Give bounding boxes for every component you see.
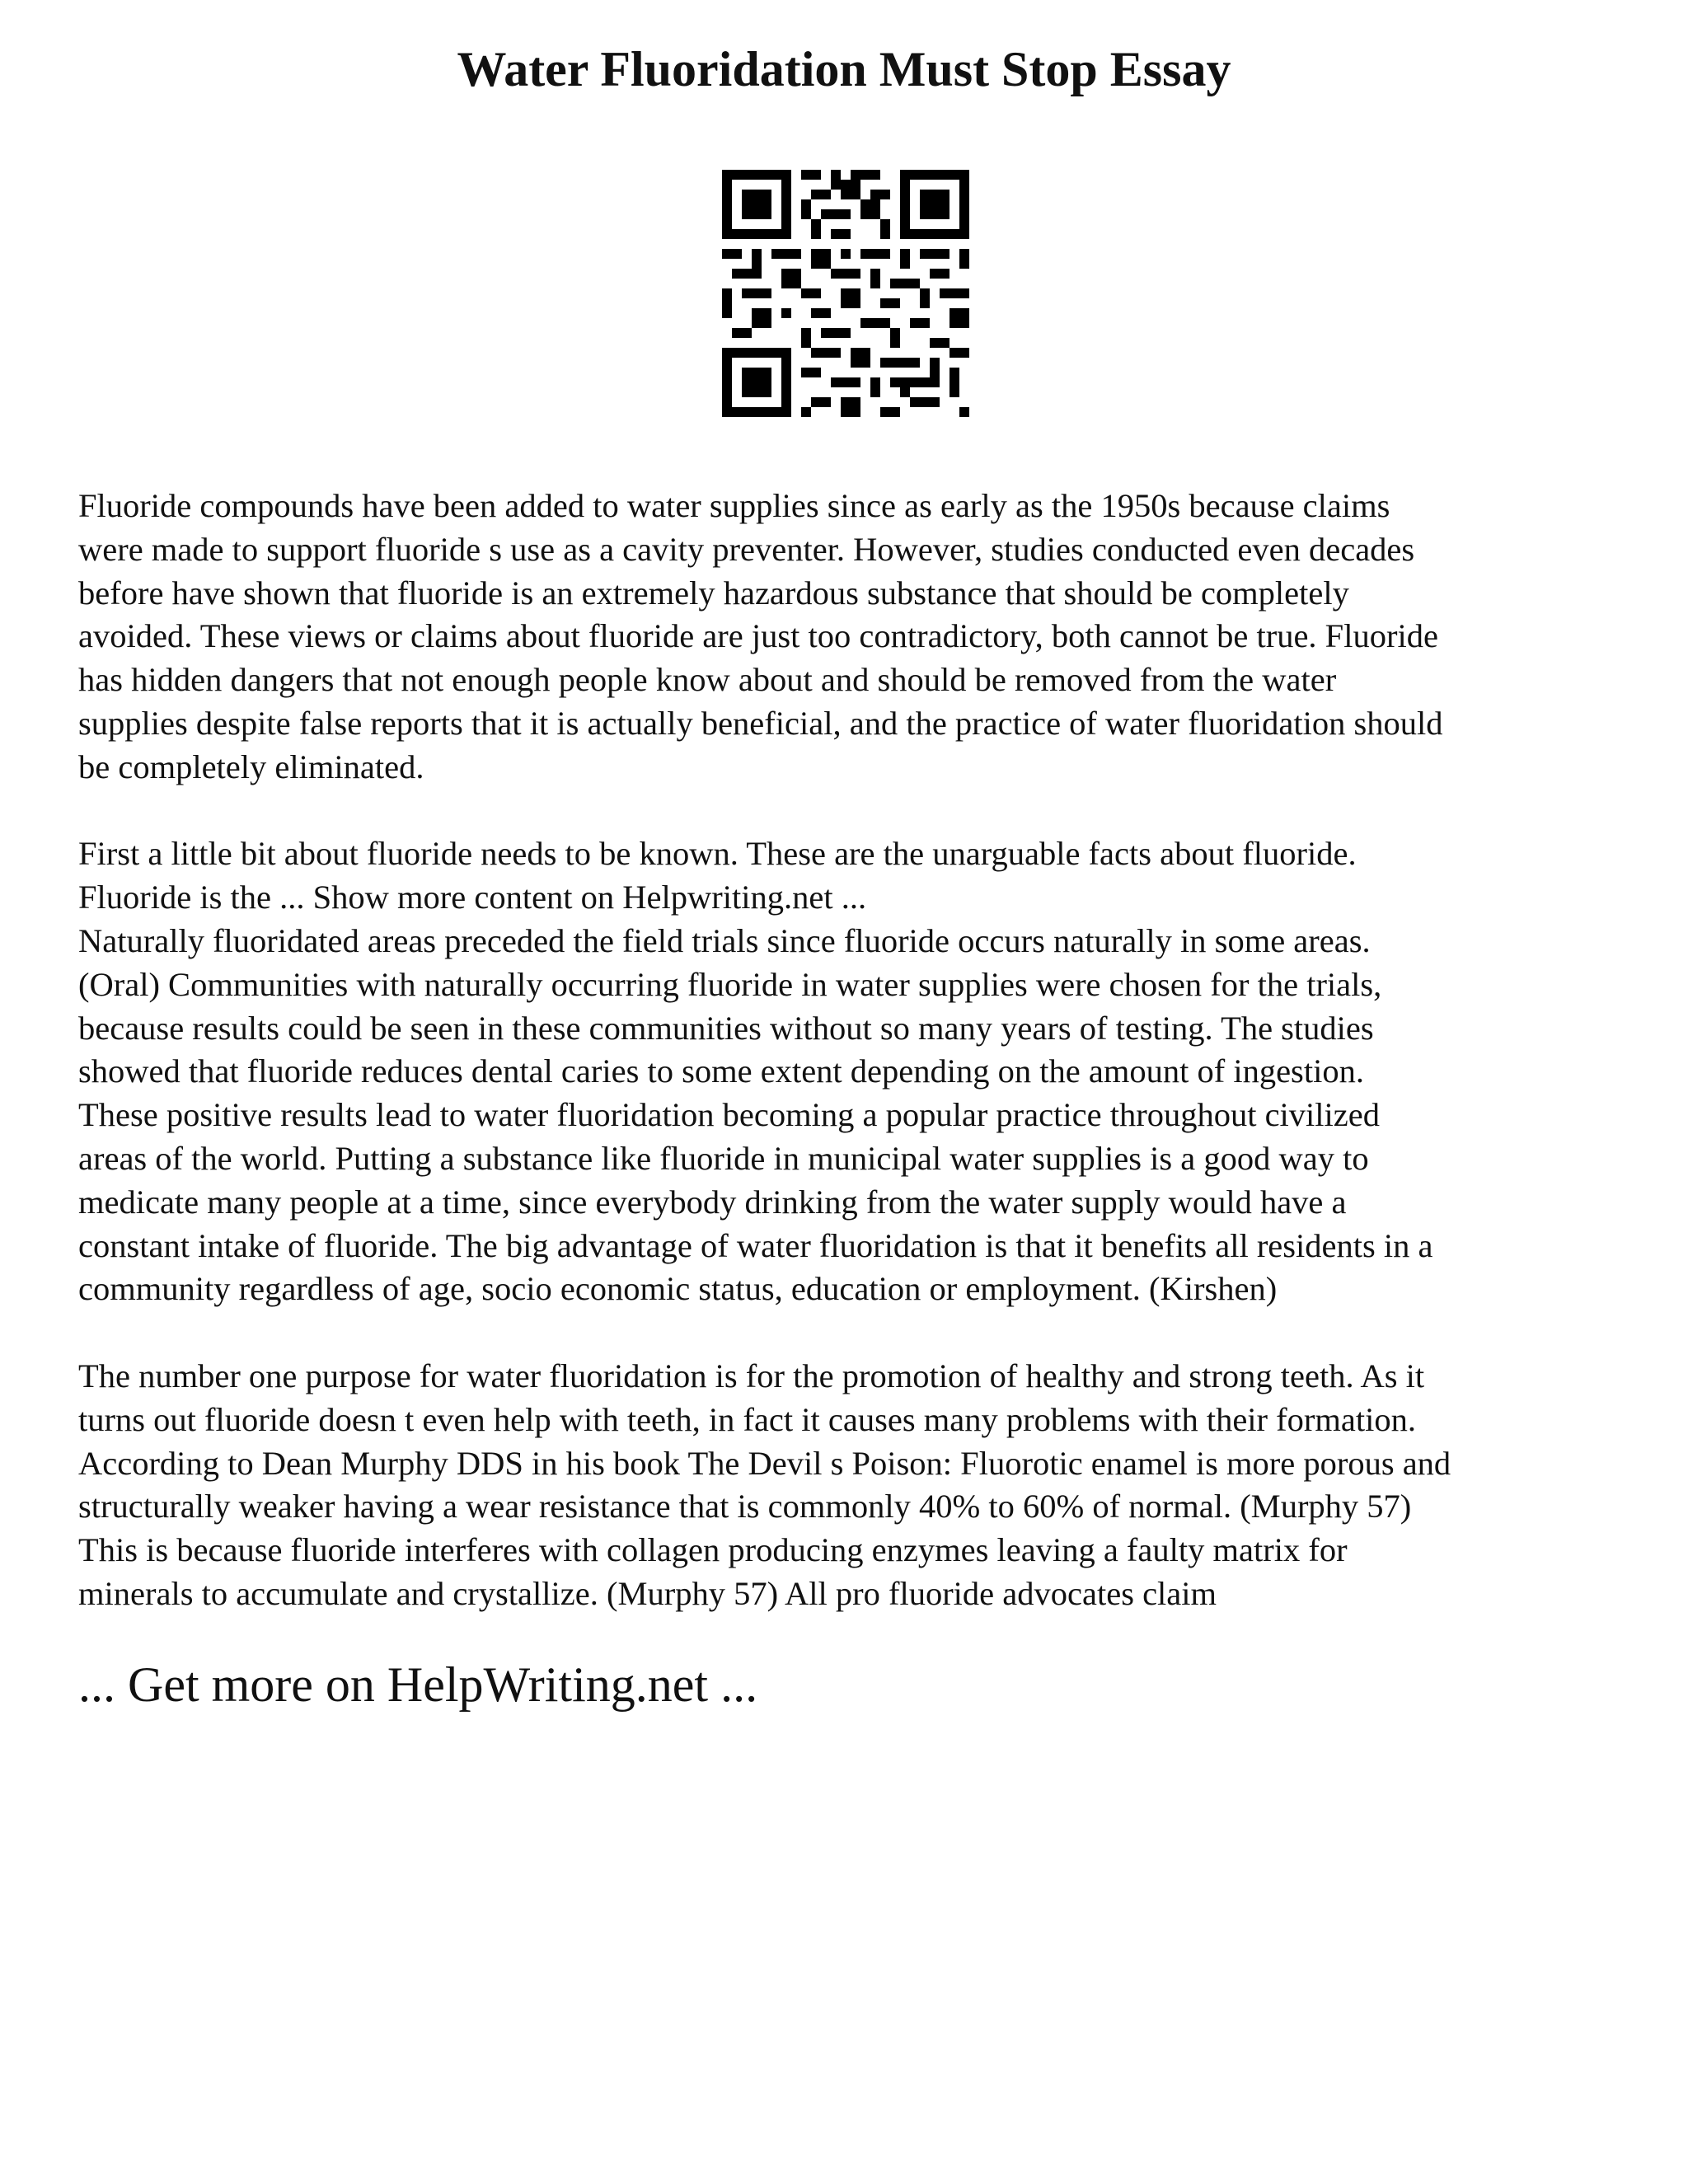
qr-code[interactable]: [722, 170, 969, 417]
paragraph-1-line: avoided. These views or claims about fluoride are just too contradictory, both cannot be true. Fluoride: [78, 617, 1438, 655]
paragraph-1-line: were made to support fluoride s use as a cavity preventer. However, studies conducted even decades: [78, 530, 1415, 568]
paragraph-2-line: areas of the world. Putting a substance like fluoride in municipal water supplies is a good way to: [78, 1139, 1369, 1177]
paragraph-2-line: These positive results lead to water fluoridation becoming a popular practice throughout civilized: [78, 1096, 1381, 1134]
paragraph-2-line: because results could be seen in these communities without so many years of testing. The studies: [78, 1009, 1374, 1047]
paragraph-3-line: This is because fluoride interferes with collagen producing enzymes leaving a faulty matrix for: [78, 1531, 1348, 1569]
paragraph-3-line: turns out fluoride doesn t even help with teeth, in fact it causes many problems with their formation.: [78, 1400, 1416, 1438]
get-more-link[interactable]: ... Get more on HelpWriting.net ...: [78, 1657, 758, 1712]
paragraph-2-line: medicate many people at a time, since everybody drinking from the water supply would have a: [78, 1183, 1347, 1221]
paragraph-2-line: Fluoride is the ... Show more content on Helpwriting.net ...: [78, 879, 867, 916]
paragraph-2-line: First a little bit about fluoride needs to be known. These are the unarguable facts about fluoride.: [78, 835, 1357, 873]
essay-body: [78, 485, 1628, 1616]
paragraph-gap: [78, 790, 1628, 833]
paragraph-2-line: Naturally fluoridated areas preceded the field trials since fluoride occurs naturally in some areas.: [78, 921, 1371, 959]
paragraph-1-line: supplies despite false reports that it is actually beneficial, and the practice of water fluoridation should: [78, 704, 1443, 742]
paragraph-3-line: The number one purpose for water fluoridation is for the promotion of healthy and strong teeth. As it: [78, 1357, 1425, 1394]
paragraph-2-line: showed that fluoride reduces dental caries to some extent depending on the amount of ingestion.: [78, 1052, 1364, 1090]
paragraph-2-line: (Oral) Communities with naturally occurring fluoride in water supplies were chosen for the trials,: [78, 965, 1382, 1003]
paragraph-2-line: constant intake of fluoride. The big advantage of water fluoridation is that it benefits all residents in a: [78, 1226, 1433, 1264]
paragraph-1-line: before have shown that fluoride is an extremely hazardous substance that should be completely: [78, 574, 1349, 612]
paragraph-gap: [78, 1311, 1628, 1355]
page-title: Water Fluoridation Must Stop Essay: [457, 42, 1231, 96]
paragraph-3-line: minerals to accumulate and crystallize. (Murphy 57) All pro fluoride advocates claim: [78, 1574, 1217, 1612]
paragraph-1-line: Fluoride compounds have been added to water supplies since as early as the 1950s because claims: [78, 487, 1390, 524]
paragraph-3-line: structurally weaker having a wear resistance that is commonly 40% to 60% of normal. (Murphy 57): [78, 1488, 1412, 1526]
paragraph-1-line: be completely eliminated.: [78, 748, 424, 785]
paragraph-3-line: According to Dean Murphy DDS in his book The Devil s Poison: Fluorotic enamel is more porous and: [78, 1444, 1451, 1482]
qr-code-graphic: [722, 170, 969, 417]
paragraph-2-line: community regardless of age, socio economic status, education or employment. (Kirshen): [78, 1270, 1278, 1308]
paragraph-1-line: has hidden dangers that not enough people know about and should be removed from the water: [78, 661, 1337, 699]
